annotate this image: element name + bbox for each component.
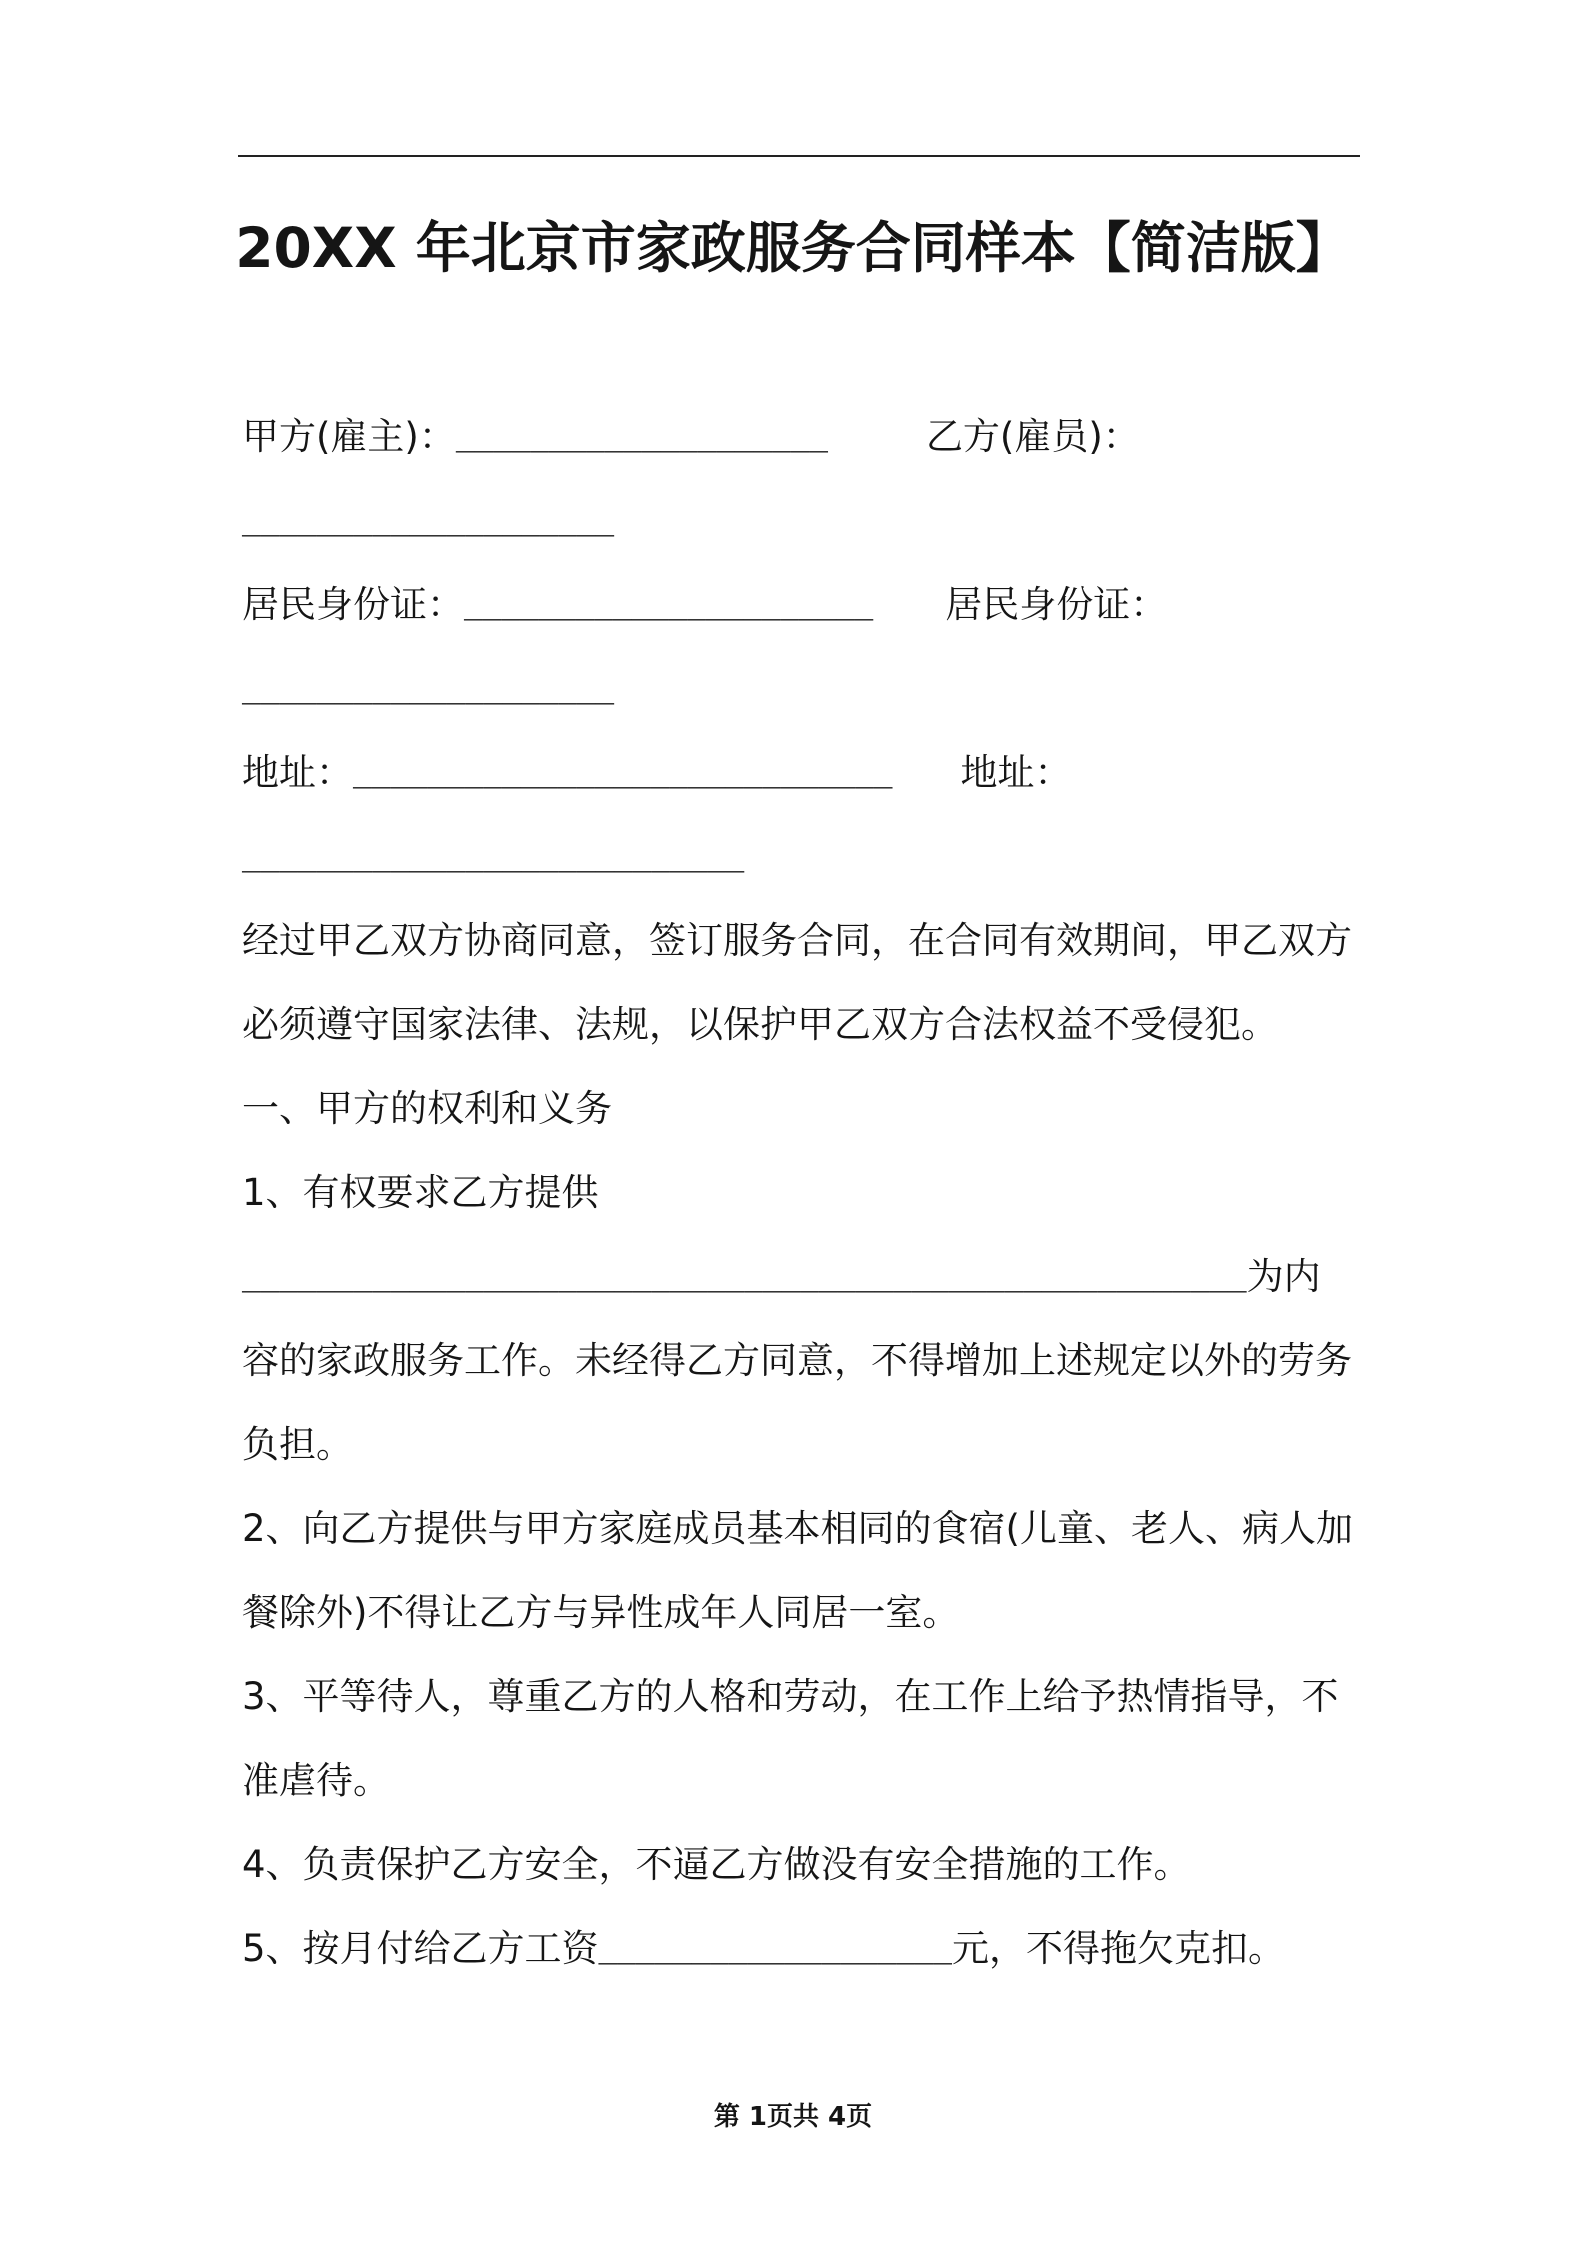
clause-1-line-tail: 为内 [1246,1255,1321,1298]
clause-2-line: 餐除外)不得让乙方与异性成年人同居一室。 [242,1591,960,1634]
party-a-id-label: 居民身份证： [242,583,464,626]
party-b-address-blank: ___________________________ [242,844,745,879]
document-title: 20XX 年北京市家政服务合同样本【简洁版】 [235,216,1351,280]
party-id-row [242,563,1362,647]
preamble-line: 经过甲乙双方协商同意，签订服务合同，在合同有效期间，甲乙双方 [242,919,1352,962]
party-b-id-label: 居民身份证： [945,583,1168,626]
party-b-id-blank: ____________________ [242,676,615,711]
party-b-id-row [242,647,1362,731]
clause-5-line [242,1907,1362,1991]
page-number: 第 1页共 4页 [713,2102,873,2132]
clause-2-line: 2、向乙方提供与甲方家庭成员基本相同的食宿(儿童、老人、病人加 [242,1507,1353,1550]
party-b-label: 乙方(雇员)： [925,415,1140,458]
header-rule [238,155,1360,157]
preamble-line: 必须遵守国家法律、法规，以保护甲乙双方合法权益不受侵犯。 [242,1003,1278,1046]
clause-1-line: 容的家政服务工作。未经得乙方同意，不得增加上述规定以外的劳务 [242,1339,1352,1382]
party-a-label: 甲方(雇主)： [242,415,456,458]
section-heading: 一、甲方的权利和义务 [242,1087,612,1130]
party-a-id-blank: ______________________ [464,592,874,627]
party-b-address-row [242,815,1362,899]
wage-amount-blank: ___________________ [598,1936,953,1971]
party-a-address-label: 地址： [242,751,353,794]
clause-5-suffix: 元，不得拖欠克扣。 [952,1927,1286,1970]
party-b-name-row [242,479,1362,563]
clause-1-line: 负担。 [242,1423,353,1466]
party-names-row [242,395,1362,479]
party-a-name-blank: ____________________ [455,424,828,459]
party-a-address-blank: _____________________________ [353,760,893,795]
party-address-row [242,731,1362,815]
service-content-blank: ______________________________________________________ [242,1264,1247,1299]
clause-1-line: 1、有权要求乙方提供 [242,1171,599,1214]
clause-3-line: 准虐待。 [242,1759,390,1802]
clause-3-line: 3、平等待人，尊重乙方的人格和劳动，在工作上给予热情指导，不 [242,1675,1339,1718]
party-b-name-blank: ____________________ [242,508,615,543]
clause-5-prefix: 5、按月付给乙方工资 [242,1927,599,1970]
clause-4-line: 4、负责保护乙方安全，不逼乙方做没有安全措施的工作。 [242,1843,1191,1886]
clause-1-blank-row [242,1235,1362,1319]
party-b-address-label: 地址： [960,751,1072,794]
document-body [242,395,1362,1991]
